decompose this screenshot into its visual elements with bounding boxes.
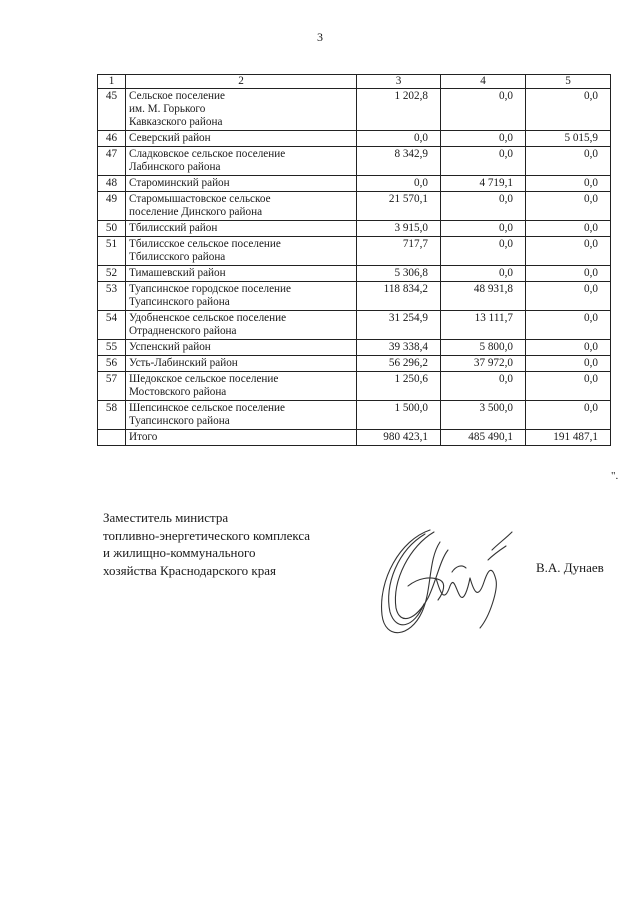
row-number-cell: 53	[98, 282, 126, 311]
amount-col4-cell: 0,0	[441, 372, 526, 401]
row-number-cell: 55	[98, 340, 126, 356]
amount-col3-cell: 8 342,9	[357, 147, 441, 176]
amount-col5-cell: 0,0	[526, 340, 611, 356]
closing-quote-mark: ".	[611, 470, 619, 482]
table-row	[98, 147, 611, 176]
amount-col3-cell: 3 915,0	[357, 221, 441, 237]
row-number-cell: 46	[98, 131, 126, 147]
total-col3-cell: 980 423,1	[357, 430, 441, 446]
municipality-name-cell: Успенский район	[126, 340, 357, 356]
amount-col4-cell: 0,0	[441, 192, 526, 221]
amount-col5-cell: 0,0	[526, 192, 611, 221]
signatory-position	[103, 509, 310, 579]
municipality-name-cell: Староминский район	[126, 176, 357, 192]
amount-col3-cell: 5 306,8	[357, 266, 441, 282]
header-cell: 4	[441, 75, 526, 89]
table-row	[98, 372, 611, 401]
amount-col4-cell: 5 800,0	[441, 340, 526, 356]
row-number-cell: 54	[98, 311, 126, 340]
amount-col5-cell: 0,0	[526, 147, 611, 176]
municipality-name-cell: Сладковское сельское поселение Лабинского района	[126, 147, 357, 176]
amount-col3-cell: 21 570,1	[357, 192, 441, 221]
table-row	[98, 401, 611, 430]
amount-col4-cell: 0,0	[441, 131, 526, 147]
amount-col5-cell: 0,0	[526, 372, 611, 401]
amount-col3-cell: 118 834,2	[357, 282, 441, 311]
municipality-name-cell: Шепсинское сельское поселение Туапсинского района	[126, 401, 357, 430]
amount-col5-cell: 0,0	[526, 266, 611, 282]
amount-col4-cell: 0,0	[441, 237, 526, 266]
table-row	[98, 176, 611, 192]
total-col4-cell: 485 490,1	[441, 430, 526, 446]
table-row	[98, 237, 611, 266]
table-row	[98, 131, 611, 147]
municipality-name-cell: Туапсинское городское поселение Туапсинского района	[126, 282, 357, 311]
table-row	[98, 356, 611, 372]
amount-col3-cell: 717,7	[357, 237, 441, 266]
table-row	[98, 282, 611, 311]
municipality-name-cell: Старомышастовское сельское поселение Динского района	[126, 192, 357, 221]
amount-col5-cell: 0,0	[526, 221, 611, 237]
amount-col4-cell: 0,0	[441, 266, 526, 282]
total-empty-cell	[98, 430, 126, 446]
total-label-cell: Итого	[126, 430, 357, 446]
amount-col4-cell: 48 931,8	[441, 282, 526, 311]
header-cell: 2	[126, 75, 357, 89]
signer-name: В.А. Дунаев	[536, 560, 604, 575]
table-row	[98, 89, 611, 131]
total-col5-cell: 191 487,1	[526, 430, 611, 446]
header-cell: 5	[526, 75, 611, 89]
amount-col4-cell: 37 972,0	[441, 356, 526, 372]
row-number-cell: 56	[98, 356, 126, 372]
amount-col4-cell: 0,0	[441, 147, 526, 176]
table-row	[98, 340, 611, 356]
municipality-name-cell: Сельское поселение им. М. Горького Кавказского района	[126, 89, 357, 131]
table-row	[98, 192, 611, 221]
amount-col5-cell: 5 015,9	[526, 131, 611, 147]
municipality-name-cell: Тимашевский район	[126, 266, 357, 282]
amount-col4-cell: 0,0	[441, 89, 526, 131]
data-table	[97, 74, 611, 446]
header-cell: 3	[357, 75, 441, 89]
amount-col5-cell: 0,0	[526, 282, 611, 311]
row-number-cell: 50	[98, 221, 126, 237]
amount-col3-cell: 1 250,6	[357, 372, 441, 401]
row-number-cell: 49	[98, 192, 126, 221]
amount-col5-cell: 0,0	[526, 311, 611, 340]
table-row	[98, 311, 611, 340]
amount-col4-cell: 3 500,0	[441, 401, 526, 430]
row-number-cell: 48	[98, 176, 126, 192]
municipality-name-cell: Усть-Лабинский район	[126, 356, 357, 372]
amount-col5-cell: 0,0	[526, 89, 611, 131]
amount-col4-cell: 0,0	[441, 221, 526, 237]
table-header-row	[98, 75, 611, 89]
position-line: и жилищно-коммунального	[103, 545, 256, 560]
amount-col3-cell: 39 338,4	[357, 340, 441, 356]
amount-col3-cell: 0,0	[357, 131, 441, 147]
page-number: 3	[317, 30, 323, 44]
row-number-cell: 45	[98, 89, 126, 131]
municipality-name-cell: Удобненское сельское поселение Отрадненского района	[126, 311, 357, 340]
municipality-name-cell: Тбилисское сельское поселение Тбилисского района	[126, 237, 357, 266]
row-number-cell: 57	[98, 372, 126, 401]
amount-col3-cell: 1 202,8	[357, 89, 441, 131]
municipality-name-cell: Тбилисский район	[126, 221, 357, 237]
row-number-cell: 52	[98, 266, 126, 282]
handwritten-signature	[370, 520, 520, 645]
header-cell: 1	[98, 75, 126, 89]
row-number-cell: 47	[98, 147, 126, 176]
amount-col3-cell: 1 500,0	[357, 401, 441, 430]
row-number-cell: 51	[98, 237, 126, 266]
amount-col5-cell: 0,0	[526, 237, 611, 266]
table-row	[98, 266, 611, 282]
amount-col5-cell: 0,0	[526, 401, 611, 430]
amount-col4-cell: 13 111,7	[441, 311, 526, 340]
amount-col3-cell: 31 254,9	[357, 311, 441, 340]
amount-col5-cell: 0,0	[526, 176, 611, 192]
position-line: топливно-энергетического комплекса	[103, 527, 311, 543]
municipality-name-cell: Северский район	[126, 131, 357, 147]
position-line: Заместитель министра	[103, 510, 229, 525]
amount-col3-cell: 56 296,2	[357, 356, 441, 372]
municipality-name-cell: Шедокское сельское поселение Мостовского района	[126, 372, 357, 401]
position-line: хозяйства Краснодарского края	[103, 562, 276, 578]
amount-col3-cell: 0,0	[357, 176, 441, 192]
amount-col5-cell: 0,0	[526, 356, 611, 372]
row-number-cell: 58	[98, 401, 126, 430]
amount-col4-cell: 4 719,1	[441, 176, 526, 192]
total-row	[98, 430, 611, 446]
table-row	[98, 221, 611, 237]
